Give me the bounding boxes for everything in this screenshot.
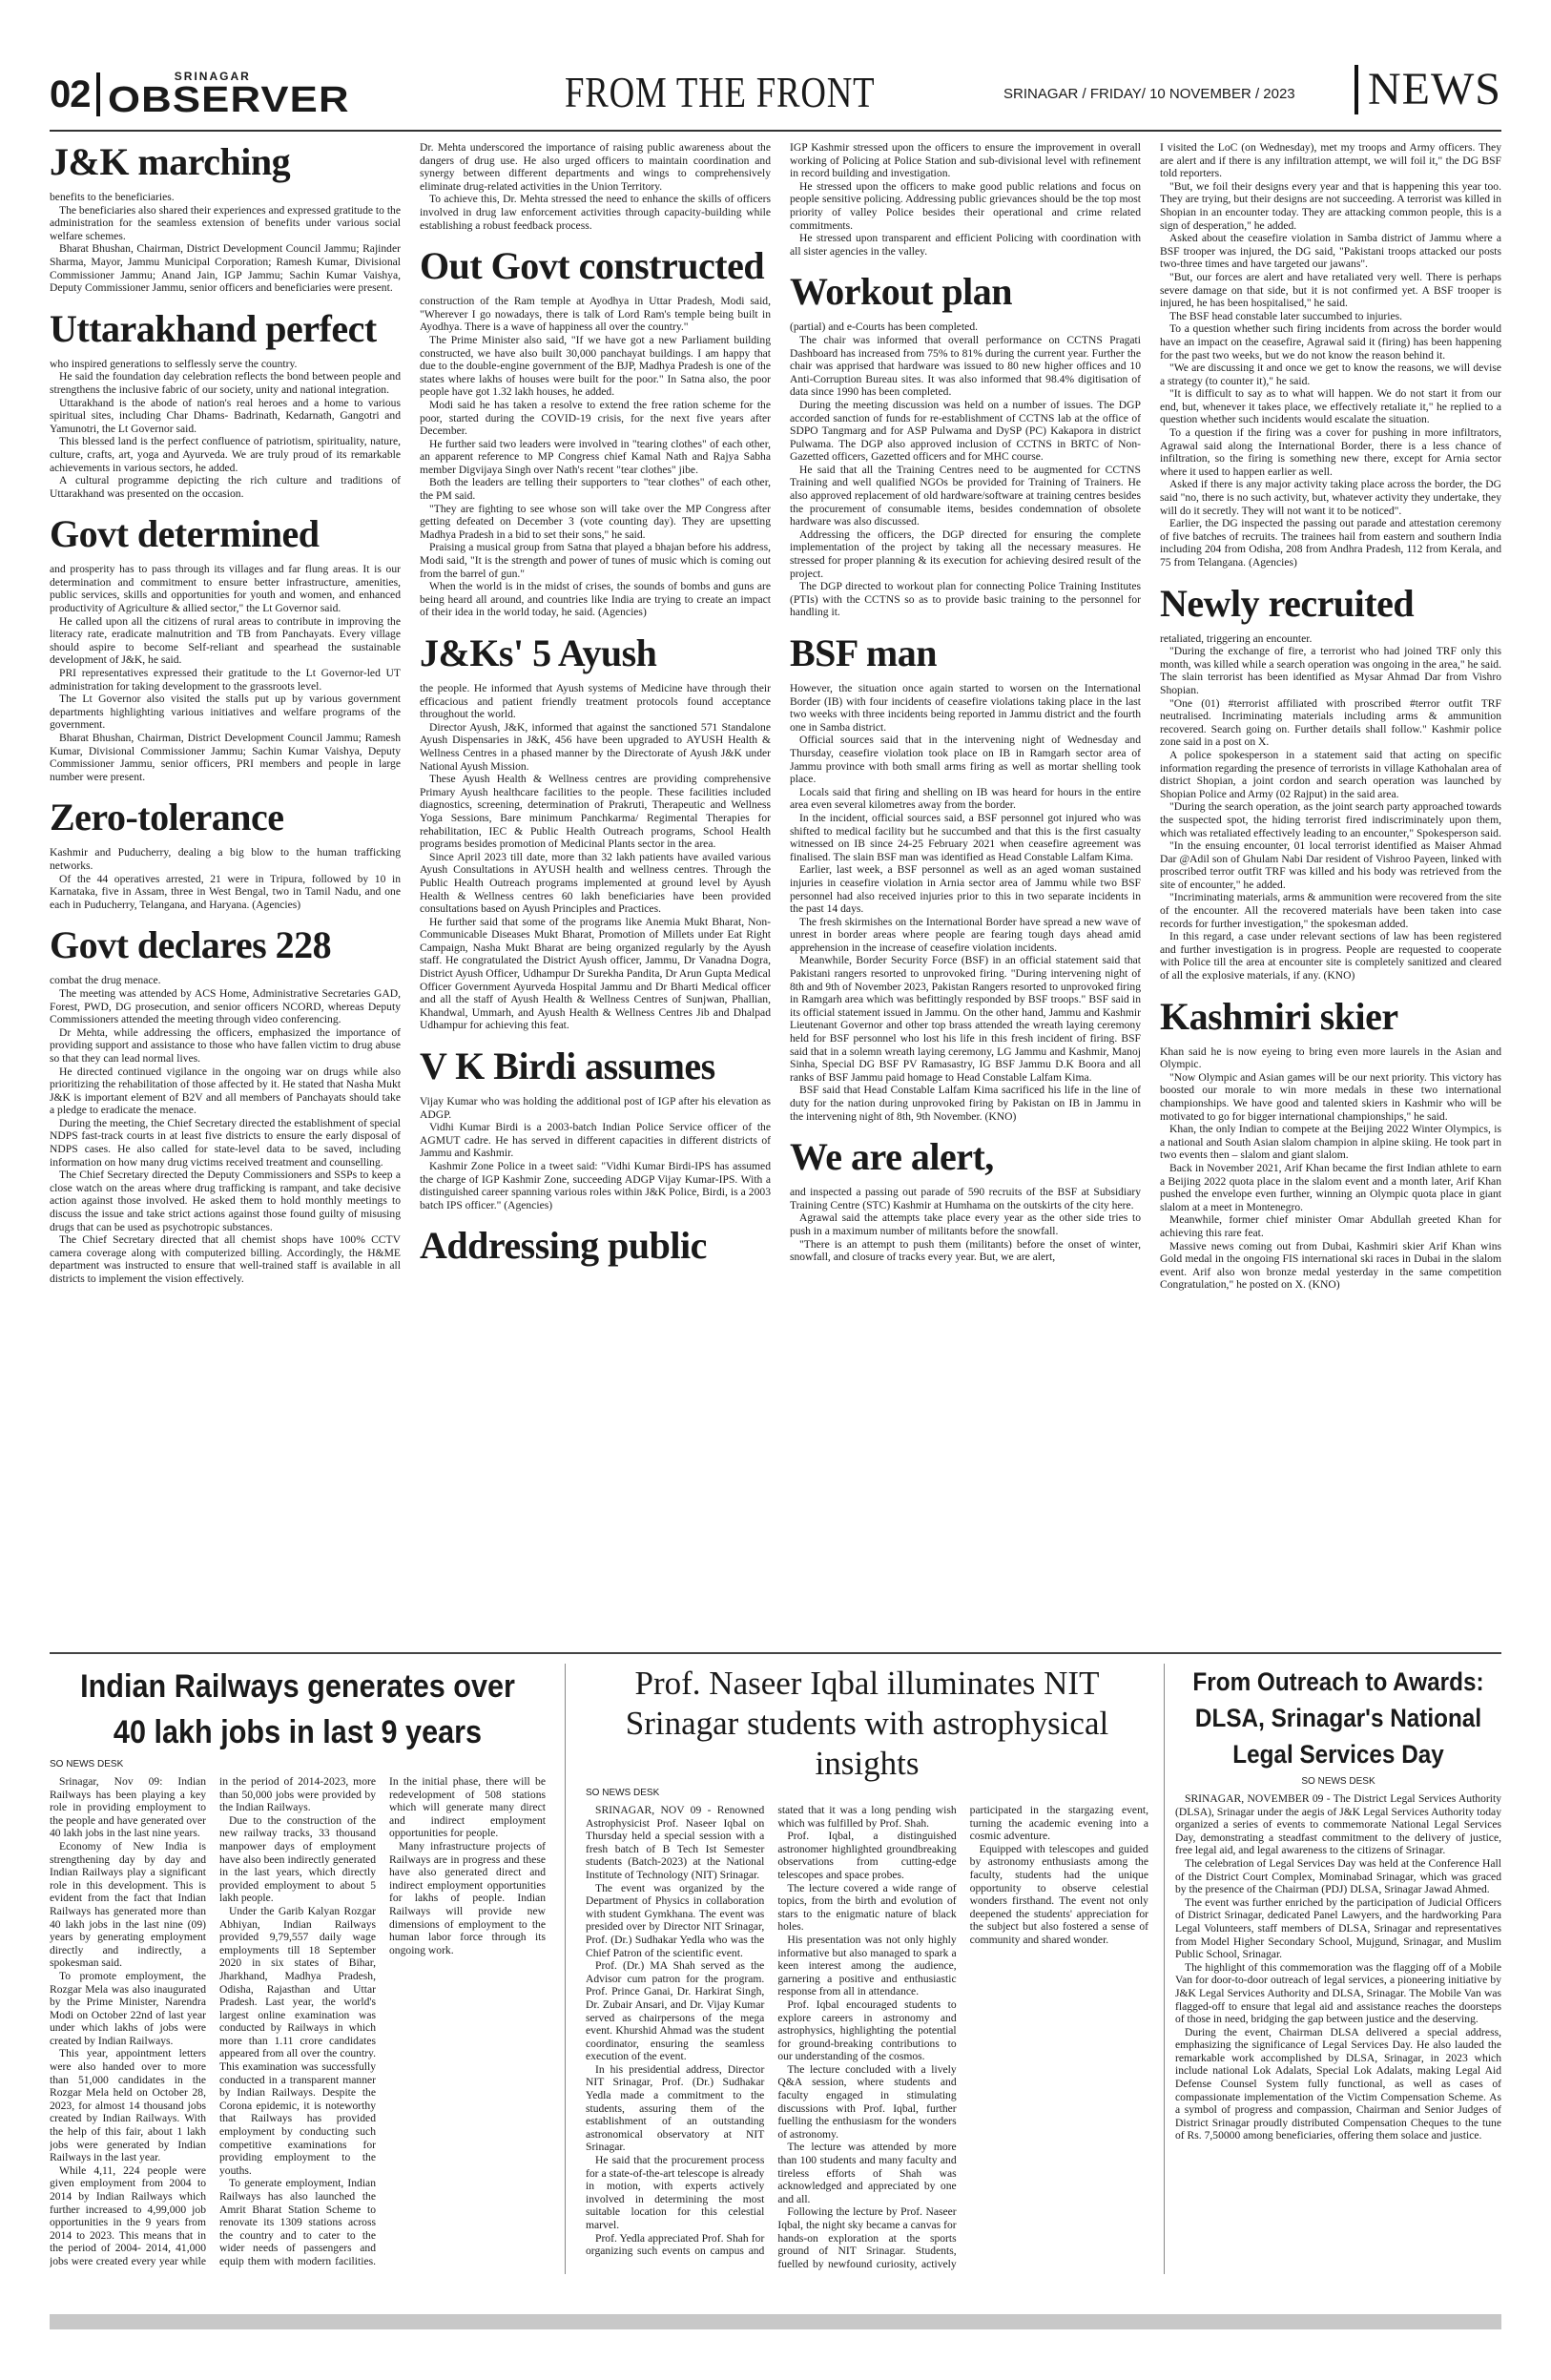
story-paragraph: SRINAGAR, NOV 09 - Renowned Astrophysicist Prof. Naseer Iqbal on Thursday held a special session with a fresh batch of B Tech Ist Semester students (Batch-2023) at the National Institute of Technology (NIT) Srinagar. xyxy=(586,1804,765,1881)
story-paragraph: The Lt Governor also visited the stalls put up by various government departments highlighting various initiatives and welfare programs of the government. xyxy=(50,693,401,732)
story-paragraph: Equipped with telescopes and guided by astronomy enthusiasts among the faculty, students had the unique opportunity to observe celestial wonders firsthand. The event not only deepened the students' appreciation for the subject but also fostered a sense of community and shared wonder. xyxy=(969,1842,1148,1946)
section-title: FROM THE FRONT xyxy=(565,68,876,116)
category-text: NEWS xyxy=(1368,64,1501,114)
story-byline: SO NEWS DESK xyxy=(586,1788,660,1798)
story-body xyxy=(50,1775,546,2271)
story-paragraph: In this regard, a case under relevant sections of law has been registered and further investigation is in progress. People are requested to cooperate with Police till the area at encounter site is completely sanitized and cleared of all the explosive materials, if any. (KNO) xyxy=(1160,930,1501,983)
story-paragraph: (partial) and e-Courts has been completed. xyxy=(790,321,979,334)
story-paragraph: Bharat Bhushan, Chairman, District Development Council Jammu; Rajinder Sharma, Mayor, Jammu Municipal Corporation; Ramesh Kumar, Divisional Commissioner Jammu; Anand Jain, IGP Jammu; Sachin Kumar Vaishya, Deputy Commissioner Jammu, senior officers and beneficiaries were present. xyxy=(50,242,401,295)
story-paragraph: To a question whether such firing incidents from across the border would have an impact on the ceasefire, Agrawal said it (firing) has been happening for the past two weeks, but we do not know the reason behind it. xyxy=(1160,322,1501,362)
column-2 xyxy=(420,141,771,1648)
logo-name: OBSERVER xyxy=(107,80,350,120)
page-number: 02 xyxy=(50,72,91,115)
story-paragraph: The Chief Secretary directed that all chemist shops have 100% CCTV camera coverage along with computerized billing. Accordingly, the H&ME department was instructed to ensure that well-trained staff is available in all districts to implement the vision effectively. xyxy=(50,1233,401,1285)
story-paragraph: The Prime Minister also said, "If we have got a new Parliament building constructed, we have also built 30,000 panchayat buildings. I am happy that due to the double-engine government of the BJP, Madhya Pradesh is one of the states where lakhs of houses were built for the poor." In Satna also, the poor people have got 1.32 lakh houses, he added. xyxy=(420,333,771,399)
story-dlsa xyxy=(1175,1664,1501,2293)
story-paragraph: Addressing the officers, the DGP directed for ensuring the complete implementation of the project by taking all the necessary measures. He stressed for proper planning & its execution for achieving desired result of the project. xyxy=(790,528,1141,580)
story-paragraph: Prof. Yedla appreciated Prof. Shah for organizing such events on campus and stated that it was a long pending wish which was fulfilled by Prof. Shah. xyxy=(586,1804,957,2258)
story-paragraph: Due to the construction of the new railway tracks, 33 thousand manpower days of employment have also been indirectly generated in the last years, which directly provided employment to about 5 lakh people. xyxy=(219,1813,376,1905)
story-headline: Kashmiri skier xyxy=(1160,994,1398,1038)
story-paragraph: The DGP directed to workout plan for connecting Police Training Institutes (PTIs) with the CCTNS so as to provide basic training to the personnel for handling it. xyxy=(790,580,1141,619)
masthead-rule xyxy=(50,130,1501,132)
story-paragraph: This year, appointment letters were also handed over to more than 51,000 candidates in the Rozgar Mela held on October 28, 2023, for almost 14 thousand jobs created by Indian Railways. With the help of this fair, about 1 lakh jobs were generated by Indian Railways in the last year. xyxy=(50,2047,206,2164)
story-paragraph: A cultural programme depicting the rich culture and traditions of Uttarakhand was presented on the occasion. xyxy=(50,474,401,500)
story-paragraph: In his presidential address, Director NIT Srinagar, Prof. (Dr.) Sudhakar Yedla made a commitment to the students, assuring them of the establishment of an outstanding astronomical observatory at NIT Srinagar. xyxy=(586,2062,765,2154)
story-headline: J&K marching xyxy=(50,141,291,183)
story-paragraph: "Now Olympic and Asian games will be our next priority. This victory has boosted our morale to win more medals in these two international championships. We have good and talented skiers in Kashmir who will be motivated to go for bigger international championships," he said. xyxy=(1160,1070,1501,1123)
newspaper-logo xyxy=(107,70,350,120)
story-paragraph: Earlier, last week, a BSF personnel as well as an aged woman sustained injuries in ceasefire violation in Arnia sector area of Jammu while two BSF personnel had also received injuries prior to this in two separate incidents in the past 14 days. xyxy=(790,863,1141,916)
story-headline: Indian Railways generates over 40 lakh jobs in last 9 years xyxy=(80,1668,515,1750)
story-paragraph: "It is difficult to say as to what will happen. We do not start it from our end, but, whenever it takes place, we effectively retaliate it," he replied to a question whether such incidents would escalate the situation. xyxy=(1160,387,1501,426)
story-headline: We are alert, xyxy=(790,1135,994,1179)
story-headline: BSF man xyxy=(790,631,937,674)
story-paragraph: A police spokesperson in a statement said that acting on specific information regarding the presence of terrorists in village Kathohalan area of district Shopian, a joint cordon and search operation was launched by Shopian Police and Army (02 Rajput) in the said area. xyxy=(1160,748,1501,800)
story-paragraph: "During the search operation, as the joint search party approached towards the suspected spot, the hiding terrorist fired indiscriminately upon them, which was retaliated effectively leading to an encounter," Spokesperson said. xyxy=(1160,800,1501,839)
logo-city: SRINAGAR xyxy=(174,70,251,83)
story-paragraph: construction of the Ram temple at Ayodhya in Uttar Pradesh, Modi said, "Wherever I go nowadays, there is talk of Lord Ram's temple being built in Ayodhya. There is a wave of happiness all over the country." xyxy=(420,295,771,334)
story-paragraph: Dr. Mehta underscored the importance of raising public awareness about the dangers of drug use. He also urged officers to maintain coordination and synergy between different departments and wings to comprehensively eliminate drug-related activities in the Union Territory. xyxy=(420,141,771,193)
story-paragraph: and inspected a passing out parade of 590 recruits of the BSF at Subsidiary Training Centre (STC) Kashmir at Humhama on the outskirts of the city here. xyxy=(790,1186,1141,1211)
story-paragraph: These Ayush Health & Wellness centres are providing comprehensive Primary Ayush healthcare facilities to the people. These facilities included diagnostics, screening, determination of Prakruti, Therapeutic and Wellness Yoga Sessions, Bare minimum Panchkarma/ Regimental Therapies for rehabilitation, IEC & Public Health Outreach programs, School Health programs besides promotion of Medicinal Plants sector in the area. xyxy=(420,773,771,851)
story-paragraph: SRINAGAR, NOVEMBER 09 - The District Legal Services Authority (DLSA), Srinagar under the aegis of J&K Legal Services Authority today organized a series of events to commemorate National Legal Services Day, demonstrating a steadfast commitment to the delivery of justice, free legal aid, and legal awareness to the citizens of Srinagar. xyxy=(1175,1792,1501,1857)
story-paragraph: He stressed upon the officers to make good public relations and focus on people sensitive policing. Addressing public grievances should be the top most priority of valley Police besides their operational and crime related commitments. xyxy=(790,179,1141,232)
story-paragraph: Asked if there is any major activity taking place across the border, the DG said "no, there is no such activity, but, whatever activity they undertake, they will do it secretly. They will not want it to be noticed". xyxy=(1160,478,1501,517)
story-paragraph: PRI representatives expressed their gratitude to the Lt Governor-led UT administration for taking development to the grassroots level. xyxy=(50,667,401,693)
story-paragraph: The highlight of this commemoration was the flagging off of a Mobile Van for door-to-door outreach of legal services, a pioneering initiative by J&K Legal Services Authority and DLSA, Srinagar. The Mobile Van was flagged-off to ensure that legal aid and assistance reaches the doorsteps of those in need, bridging the gap between justice and the deserving. xyxy=(1175,1960,1501,2026)
story-paragraph: "In the ensuing encounter, 01 local terrorist identified as Maiser Ahmad Dar @Adil son of Ghulam Nabi Dar resident of Vishroo Payeen, linked with proscribed terror outfit TRF was killed and his body was retrieved from the site of encounter," he added. xyxy=(1160,839,1501,891)
story-paragraph: He stressed upon transparent and efficient Policing with coordination with all sister agencies in the valley. xyxy=(790,232,1141,258)
story-paragraph: This blessed land is the perfect confluence of patriotism, spirituality, nature, culture, crafts, art, yoga and Ayurveda. We are truly proud of its remarkable achievements in various sectors, he added. xyxy=(50,435,401,474)
story-paragraph: The lecture was attended by more than 100 students and many faculty and tireless efforts of Shah was acknowledged and appreciated by one and all. xyxy=(777,2141,957,2205)
story-paragraph: benefits to the beneficiaries. xyxy=(50,191,175,203)
story-paragraph: Uttarakhand is the abode of nation's real heroes and a home to various spiritual sites, including Char Dhams- Badrinath, Kedarnath, Gangotri and Yamunotri, the Lt Governor said. xyxy=(50,396,401,435)
story-paragraph: Both the leaders are telling their supporters to "tear clothes" of each other, the PM said. xyxy=(420,476,771,503)
section-rule xyxy=(50,1652,1501,1654)
story-headline: V K Birdi assumes xyxy=(420,1045,715,1088)
story-body xyxy=(1175,1792,1501,2293)
story-paragraph: The meeting was attended by ACS Home, Administrative Secretaries GAD, Forest, PWD, DG prosecution, and senior officers NCORD, whereas Deputy Commissioners attended the meeting through video conferencing. xyxy=(50,986,401,1026)
story-paragraph: I visited the LoC (on Wednesday), met my troops and Army officers. They are alert and if there is any infiltration attempt, we will foil it," the DG BSF told reporters. xyxy=(1160,141,1501,180)
story-paragraph: The lecture concluded with a lively Q&A session, where students and faculty engaged in stimulating discussions with Prof. Iqbal, further fuelling the enthusiasm for the wonders of astronomy. xyxy=(777,2062,957,2141)
story-paragraph: Dr Mehta, while addressing the officers, emphasized the importance of providing support and assistance to those who have fallen victim to drug abuse so that they can lead normal lives. xyxy=(50,1025,401,1065)
story-paragraph: Economy of New India is strengthening day by day and Indian Railways play a significant role in this development. This is evident from the fact that Indian Railways has generated more than 40 lakh jobs in the last nine (09) years by generating employment directly and indirectly, a spokesman said. xyxy=(50,1839,206,1970)
story-paragraph: Of the 44 operatives arrested, 21 were in Tripura, followed by 10 in Karnataka, five in Assam, three in West Bengal, two in Tamil Nadu, and one each in Puducherry, Telangana, and Haryana. (Agencies) xyxy=(50,872,401,911)
story-headline: Workout plan xyxy=(790,270,1012,314)
story-paragraph: Director Ayush, J&K, informed that against the sanctioned 571 Standalone Ayush Dispensaries in J&K, 456 have been upgraded to AYUSH Health & Wellness Centres in a phased manner by the Directorate of Ayush J&K under National Ayush Mission. xyxy=(420,720,771,773)
story-paragraph: Modi said he has taken a resolve to extend the free ration scheme for the poor, started during the COVID-19 crisis, for the next five years after December. xyxy=(420,398,771,438)
story-paragraph: IGP Kashmir stressed upon the officers to ensure the improvement in overall working of Policing at Police Station and sub-divisional level with refinement in record building and investigation. xyxy=(790,141,1141,180)
masthead-divider xyxy=(96,72,100,116)
story-paragraph: Since April 2023 till date, more than 32 lakh patients have availed various Ayush Consultations in AYUSH health and wellness centres. Through the Public Health Outreach programs implemented at ground level by Ayush Health & Wellness centres 60 lakh beneficiaries have been provided consultations based on Ayush Principles and Practices. xyxy=(420,850,771,916)
story-paragraph: He said that all the Training Centres need to be augmented for CCTNS Training and well qualified NGOs be provided for Training of Trainers. He also approved replacement of old hardware/software at training centres besides the procurement of consumable items, besides condemnation of obsolete hardware was also discussed. xyxy=(790,463,1141,528)
story-paragraph: Kashmir and Puducherry, dealing a big blow to the human trafficking networks. xyxy=(50,846,401,872)
story-paragraph: The lecture covered a wide range of topics, from the birth and evolution of stars to the enigmatic nature of black holes. xyxy=(777,1881,957,1934)
story-paragraph: Many infrastructure projects of Railways are in progress and these have also generated direct and indirect employment opportunities for lakhs of people. Indian Railways will provide new dimensions of employment to the human labor force through its ongoing work. xyxy=(389,1839,546,1956)
story-paragraph: "Incriminating materials, arms & ammunition were recovered from the site of the encounter. All the recovered materials have been taken into case records for further investigation," the spokesman added. xyxy=(1160,891,1501,930)
story-paragraph: The event was organized by the Department of Physics in collaboration with student Gymkhana. The event was presided over by Director NIT Srinagar, Prof. (Dr.) Sudhakar Yedla who was the Chief Patron of the scientific event. xyxy=(586,1881,765,1959)
story-paragraph: He said that the procurement process for a state-of-the-art telescope is already in motion, with experts actively involved in determining the most suitable location for this celestial marvel. xyxy=(586,2154,765,2231)
story-paragraph: However, the situation once again started to worsen on the International Border (IB) with four incidents of ceasefire violations taking place in the last two weeks with three incidents being reported in Jammu district and the fourth one in Samba district. xyxy=(790,682,1141,734)
column-divider xyxy=(565,1664,566,2274)
story-paragraph: The beneficiaries also shared their experiences and expressed gratitude to the administration for the seamless extension of benefits under various social welfare schemes. xyxy=(50,203,401,242)
story-paragraph: He said the foundation day celebration reflects the bond between people and strengthens the inclusive fabric of our society, unity and national integration. xyxy=(50,370,401,396)
story-paragraph: During the meeting, the Chief Secretary directed the establishment of special NDPS fast-track courts in at least five districts to ensure the early disposal of NDPS cases. He also called for state-level data to be saved, including information on how many drug victims received treatment and counselling. xyxy=(50,1116,401,1169)
story-paragraph: "One (01) #terrorist affiliated with proscribed #terror outfit TRF neutralised. Incriminating materials including arms & ammunition recovered. Search going on. Further details shall follow." Kashmir police zone said in a post on X. xyxy=(1160,696,1501,749)
story-paragraph: the people. He informed that Ayush systems of Medicine have through their efficacious and patient friendly treatment protocols found acceptance throughout the world. xyxy=(420,682,771,721)
story-paragraph: In the incident, official sources said, a BSF personnel got injured who was shifted to medical facility but he succumbed and that this is the first casualty witnessed on IB since 24-25 February 2021 when ceasefire agreement was finalised. The slain BSF man was identified as Head Constable Lalfam Kima. xyxy=(790,811,1141,863)
story-paragraph: During the meeting discussion was held on a number of issues. The DGP accorded sanction of funds for re-establishment of CCTNS lab at the office of SDPO Tangmarg and for ASP Pulwama and DySP (PC) Kakapora in district Pulwama. The DGP also approved inclusion of CCTNS in BRTC of Non-Gazetted officers, Gazetted officers and for MHC course. xyxy=(790,398,1141,464)
story-headline: Govt determined xyxy=(50,512,320,556)
story-paragraph: Srinagar, Nov 09: Indian Railways has been playing a key role in providing employment to the people and have generated over 40 lakh jobs in the last nine years. xyxy=(50,1775,206,1840)
story-paragraph: "But, we foil their designs every year and that is happening this year too. They are trying, but their designs are not succeeding. A terrorist was killed in Shopian in an encounter today. They are attacking common people, this is a sign of desperation," he added. xyxy=(1160,179,1501,232)
story-paragraph: To promote employment, the Rozgar Mela was also inaugurated by the Prime Minister, Narendra Modi on October 22nd of last year under which lakhs of jobs were created by Indian Railways. xyxy=(50,1969,206,2047)
story-paragraph: The event was further enriched by the participation of Judicial Officers of District Srinagar, dedicated Panel Lawyers, and the hardworking Para Legal Volunteers, staff members of DLSA, Srinagar and representatives from Model Higher Secondary School, Mujgund, Srinagar, and Muslim Public School, Srinagar. xyxy=(1175,1895,1501,1961)
story-paragraph: Massive news coming out from Dubai, Kashmiri skier Arif Khan wins Gold medal in the ongoing FIS international ski races in Dubai in the slalom event. Arif also won bronze medal yesterday in the same competition Congratulation," he posted on X. (KNO) xyxy=(1160,1239,1501,1292)
story-paragraph: Bharat Bhushan, Chairman, District Development Council Jammu; Ramesh Kumar, Divisional Commissioner Jammu; Sachin Kumar Vaishya, Deputy Commissioner Jammu, senior officers, PRI members and people in large number were present. xyxy=(50,732,401,783)
story-paragraph: His presentation was not only highly informative but also managed to spark a keen interest among the audience, garnering a positive and enthusiastic response from all in attendance. xyxy=(777,1933,957,1998)
column-4 xyxy=(1160,141,1501,1648)
story-paragraph: "There is an attempt to push them (militants) before the onset of winter, snowfall, and closure of tracks every year. But, we are alert, xyxy=(790,1237,1141,1264)
story-paragraph: The chair was informed that overall performance on CCTNS Pragati Dashboard has increased from 75% to 81% during the current year. Further the chair was apprised that hardware was issued to 80 new higher offices and 10 Anti-Corruption Bureau sites. It was also informed that 98.4% digitisation of data since 1990 has been completed. xyxy=(790,333,1141,399)
story-headline: Prof. Naseer Iqbal illuminates NIT Srinagar students with astrophysical insights xyxy=(625,1665,1109,1782)
column-1 xyxy=(50,141,401,1648)
story-body xyxy=(586,1804,1148,2281)
story-nit xyxy=(586,1664,1148,2293)
story-paragraph: Earlier, the DG inspected the passing out parade and attestation ceremony of five batches of recruits. The trainees hail from eastern and southern India including 204 from Odisha, 208 from Andhra Pradesh, 112 from Kerala, and 75 from Telangana. (Agencies) xyxy=(1160,517,1501,569)
story-paragraph: "We are discussing it and once we get to know the reasons, we will devise a strategy (to counter it)," he said. xyxy=(1160,362,1501,387)
story-paragraph: Prof. (Dr.) MA Shah served as the Advisor cum patron for the program. Prof. Prince Ganai, Dr. Harkirat Singh, Dr. Zubair Ansari, and Dr. Vijay Kumar served as chairpersons of the mega event. Khurshid Ahmad was the student coordinator, ensuring the seamless execution of the event. xyxy=(586,1959,765,2063)
story-paragraph: He further said that some of the programs like Anemia Mukt Bharat, Non-Communicable Diseases Mukt Bharat, Promotion of Millets under Eat Right Campaign, Nasha Mukt Bharat are being organized regularly by the Ayush staff. He congratulated the District Ayush officer, Jammu, Dr Vanadna Dogra, District Ayush Officer, Udhampur Dr Surekha Pandita, Dr Arun Gupta Medical Officer Government Ayurveda Hospital Jammu and Dr Bharti Medical officer and all the staff of Ayush Health & Wellness Centres of Sunjwan, Phallian, Khandwal, Ummarh, and Ayush Health & Wellness Centres Jib and Dhalpad Udhampur for achieving this feat. xyxy=(420,915,771,1032)
story-paragraph: The celebration of Legal Services Day was held at the Conference Hall of the District Court Complex, Mominabad Srinagar, which was graced by the presence of the Chairman (PDJ) DLSA, Srinagar Jawad Ahmed. xyxy=(1175,1856,1501,1896)
story-paragraph: Following the lecture by Prof. Naseer Iqbal, the night sky became a canvas for hands-on exploration at the sports ground of NIT Srinagar. Students, fuelled by newfound curiosity, actively participated in the stargazing event, turning the academic evening into a cosmic adventure. xyxy=(777,1804,1148,2270)
story-headline: Zero-tolerance xyxy=(50,796,284,839)
story-paragraph: To a question if the firing was a cover for pushing in more infiltrators, Agrawal said along the International Border, there is a less chance of infiltration, so the firing is something new there, except for Arnia sector where it used to happen earlier as well. xyxy=(1160,426,1501,478)
story-paragraph: BSF said that Head Constable Lalfam Kima sacrificed his life in the line of duty for the nation during unprovoked firing by Pakistan on IB in Jammu in the intervening night of 8th, 9th November. (KNO) xyxy=(790,1084,1141,1123)
story-paragraph: Locals said that firing and shelling on IB was heard for hours in the entire area even several kilometres away from the border. xyxy=(790,785,1141,812)
story-paragraph: "They are fighting to see whose son will take over the MP Congress after getting defeated on December 3 (vote counting day). They are upsetting Madhya Pradesh in a bid to set their sons," he said. xyxy=(420,502,771,541)
story-headline: J&Ks' 5 Ayush xyxy=(420,631,657,674)
story-headline: Out Govt constructed xyxy=(420,244,765,288)
story-paragraph: Kashmir Zone Police in a tweet said: "Vidhi Kumar Birdi-IPS has assumed the charge of IGP Kashmir Zone, succeeding ADGP Vijay Kumar-IPS. With a distinguished career spanning various roles within J&K Police, Birdi, is a 2003 batch IPS officer." (Agencies) xyxy=(420,1160,771,1211)
story-paragraph: He further said two leaders were involved in "tearing clothes" of each other, an apparent reference to MP Congress chief Kamal Nath and Rajya Sabha member Digvijaya Singh over Nath's recent "tear clothes" jibe. xyxy=(420,437,771,476)
story-paragraph: who inspired generations to selflessly serve the country. xyxy=(50,357,298,370)
story-headline: Govt declares 228 xyxy=(50,923,332,967)
story-headline: From Outreach to Awards: DLSA, Srinagar's National Legal Services Day xyxy=(1192,1667,1484,1769)
story-paragraph: Asked about the ceasefire violation in Samba district of Jammu where a BSF trooper was injured, the DG said, "Pakistani troops attacked our posts two-three times and have targeted our jawans". xyxy=(1160,232,1501,271)
story-paragraph: "During the exchange of fire, a terrorist who had joined TRF only this month, was killed while a search operation was ongoing in the area," he said. The slain terrorist has been identified as Mysar Ahmad Dar from Vishro Shopian. xyxy=(1160,645,1501,696)
category-label xyxy=(1355,63,1501,115)
story-paragraph: The BSF head constable later succumbed to injuries. xyxy=(1169,309,1403,322)
category-divider xyxy=(1355,65,1358,114)
story-headline: Newly recruited xyxy=(1160,581,1415,625)
story-headline: Uttarakhand perfect xyxy=(50,306,377,350)
story-byline: SO NEWS DESK xyxy=(1301,1776,1375,1787)
story-paragraph: Meanwhile, former chief minister Omar Abdullah greeted Khan for achieving this rare feat. xyxy=(1160,1213,1501,1239)
story-railways xyxy=(50,1664,546,2293)
story-paragraph: Prof. Iqbal, a distinguished astronomer highlighted groundbreaking observations from cutting-edge telescopes and space probes. xyxy=(777,1830,957,1881)
story-byline: SO NEWS DESK xyxy=(50,1759,124,1769)
story-headline: Addressing public xyxy=(420,1224,707,1268)
story-paragraph: Khan said he is now eyeing to bring even more laurels in the Asian and Olympic. xyxy=(1160,1045,1501,1071)
page-header-left xyxy=(50,69,350,120)
story-paragraph: He directed continued vigilance in the ongoing war on drugs while also prioritizing the rehabilitation of those affected by it. He stated that Nasha Mukt J&K is important element of B2V and all members of Panchayats should take a pledge to eradicate the menace. xyxy=(50,1065,401,1117)
story-paragraph: combat the drug menace. xyxy=(50,974,161,987)
column-divider xyxy=(1164,1664,1165,2274)
story-paragraph: Meanwhile, Border Security Force (BSF) in an official statement said that Pakistani rangers resorted to unprovoked firing. "During intervening night of 8th and 9th of November 2023, Pakistan Rangers resorted to unprovoked firing in Ramgarh area which was befittingly responded by BSF troops." BSF said in its official statement issued in Jammu. On the other hand, Jammu and Kashmir Lieutenant Governor and other top brass attended the wreath laying ceremony held for BSF personnel who lost his life in this fresh incident of firing. BSF said that in a solemn wreath laying ceremony, LG Jammu and Kashmir, Manoj Sinha, Special DG BSF PV Ramasastry, IG BSF Jammu D.K Boora and all ranks of BSF Jammu paid homage to Head Constable Lalfam Kima. xyxy=(790,954,1141,1084)
story-paragraph: Back in November 2021, Arif Khan became the first Indian athlete to earn a Beijing 2022 quota place in the slalom event and a month later, Arif Khan pushed the envelope even further, winning an Olympic quota place in giant slalom at a meet in Montenegro. xyxy=(1160,1161,1501,1213)
story-paragraph: To generate employment, Indian Railways has also launched the Amrit Bharat Station Scheme to renovate its 1309 stations across the country and to cater to the wider needs of passengers and equip them with modern facilities. In the initial phase, there will be redevelopment of 508 stations which will generate many direct and indirect employment opportunities for people. xyxy=(219,1775,546,2267)
story-paragraph: retaliated, triggering an encounter. xyxy=(1160,631,1313,645)
story-paragraph: The Chief Secretary directed the Deputy Commissioners and SSPs to keep a close watch on the areas where drug trafficking is rampant, and take decisive action against those involved. He asked them to hold monthly meetings to discuss the issue and take strict actions against those found guilty of misusing drugs that can be used as psychotropic substances. xyxy=(50,1169,401,1233)
story-paragraph: Vidhi Kumar Birdi is a 2003-batch Indian Police Service officer of the AGMUT cadre. He has served in different capacities in different districts of Jammu and Kashmir. xyxy=(420,1121,771,1160)
story-paragraph: Under the Garib Kalyan Rozgar Abhiyan, Indian Railways provided 9,79,557 daily wage employments till 18 September 2020 in six states of Bihar, Jharkhand, Madhya Pradesh, Odisha, Rajasthan and Uttar Pradesh. Last year, the world's largest online examination was conducted by Railways in which more than 1.11 crore candidates appeared from all over the country. This examination was successfully conducted in a transparent manner by Indian Railways. Despite the Corona epidemic, it is noteworthy that Railways has provided employment by conducting such competitive examinations for providing employment to the youths. xyxy=(219,1904,376,2177)
story-paragraph: While 4,11, 224 people were given employment from 2004 to 2014 by Indian Railways which further increased to 4,99,000 job opportunities in the 9 years from 2014 to 2023. This means that in the period of 2004- 2014, 41,000 jobs were created every year while in the period of 2014-2023, more than 50,000 jobs were provided by the Indian Railways. xyxy=(50,1775,376,2267)
story-paragraph: He called upon all the citizens of rural areas to contribute in improving the literacy rate, eradicate malnutrition and TB from Panchayats. Every village should aspire to become Self-reliant and spearhead the sustainable development of J&K, he said. xyxy=(50,614,401,667)
story-paragraph: The fresh skirmishes on the International Border have spread a new wave of unrest in border areas where people are fearing tough days ahead amid apprehension in the increase of ceasefire violation incidents. xyxy=(790,915,1141,954)
story-paragraph: Khan, the only Indian to compete at the Beijing 2022 Winter Olympics, is a national and South Asian slalom champion in alpine skiing. He took part in two events then – slalom and giant slalom. xyxy=(1160,1123,1501,1162)
story-paragraph: When the world is in the midst of crises, the sounds of bombs and guns are being heard all around, and countries like India are trying to create an impact of their idea in the world today, he said. (Agencies) xyxy=(420,580,771,619)
story-paragraph: and prosperity has to pass through its villages and far flung areas. It is our determination and commitment to ensure better infrastructure, amenities, public services, skills and opportunities for youth and women, and enhanced productivity of Agriculture & allied sector," the Lt Governor said. xyxy=(50,563,401,615)
story-paragraph: Praising a musical group from Satna that played a bhajan before his address, Modi said, "It is the strength and power of tunes of music which is coming out from the barrel of gun." xyxy=(420,541,771,580)
story-paragraph: "But, our forces are alert and have retaliated very well. There is perhaps severe damage on that side, but it is not confirmed yet. A BSF trooper is injured, he has been hospitalised," he said. xyxy=(1160,270,1501,310)
dateline: SRINAGAR / FRIDAY/ 10 NOVEMBER / 2023 xyxy=(1003,86,1295,102)
story-paragraph: To achieve this, Dr. Mehta stressed the need to enhance the skills of officers involved in drug law enforcement activities through capacity-building while establishing a robust feedback process. xyxy=(420,193,771,232)
story-paragraph: During the event, Chairman DLSA delivered a special address, emphasizing the significance of Legal Services Day. He also lauded the remarkable work accomplished by DLSA, Srinagar, in 2023 which include national Lok Adalats, Special Lok Adalats, making Legal Aid Defense Counsel System fully functional, as well as cases of compassionate implementation of the Victim Compensation Scheme. As a symbol of progress and compassion, Chairman and Senior Judges of District Srinagar proudly distributed Compensation Cheques to the tune of Rs. 7,50000 among beneficiaries, offering them solace and justice. xyxy=(1175,2025,1501,2142)
footer-bar xyxy=(50,2314,1501,2329)
story-paragraph: Vijay Kumar who was holding the additional post of IGP after his elevation as ADGP. xyxy=(420,1095,771,1121)
story-paragraph: Official sources said that in the intervening night of Wednesday and Thursday, ceasefire violation took place on IB in Ramgarh sector area of Jammu province with both small arms firing as well as mortar shelling took place. xyxy=(790,734,1141,786)
story-paragraph: Agrawal said the attempts take place every year as the other side tries to push in a maximum number of militants before the snowfall. xyxy=(790,1211,1141,1237)
column-3 xyxy=(790,141,1141,1648)
story-paragraph: Prof. Iqbal encouraged students to explore careers in astronomy and astrophysics, highlighting the potential for ground-breaking contributions to our understanding of the cosmos. xyxy=(777,1997,957,2063)
